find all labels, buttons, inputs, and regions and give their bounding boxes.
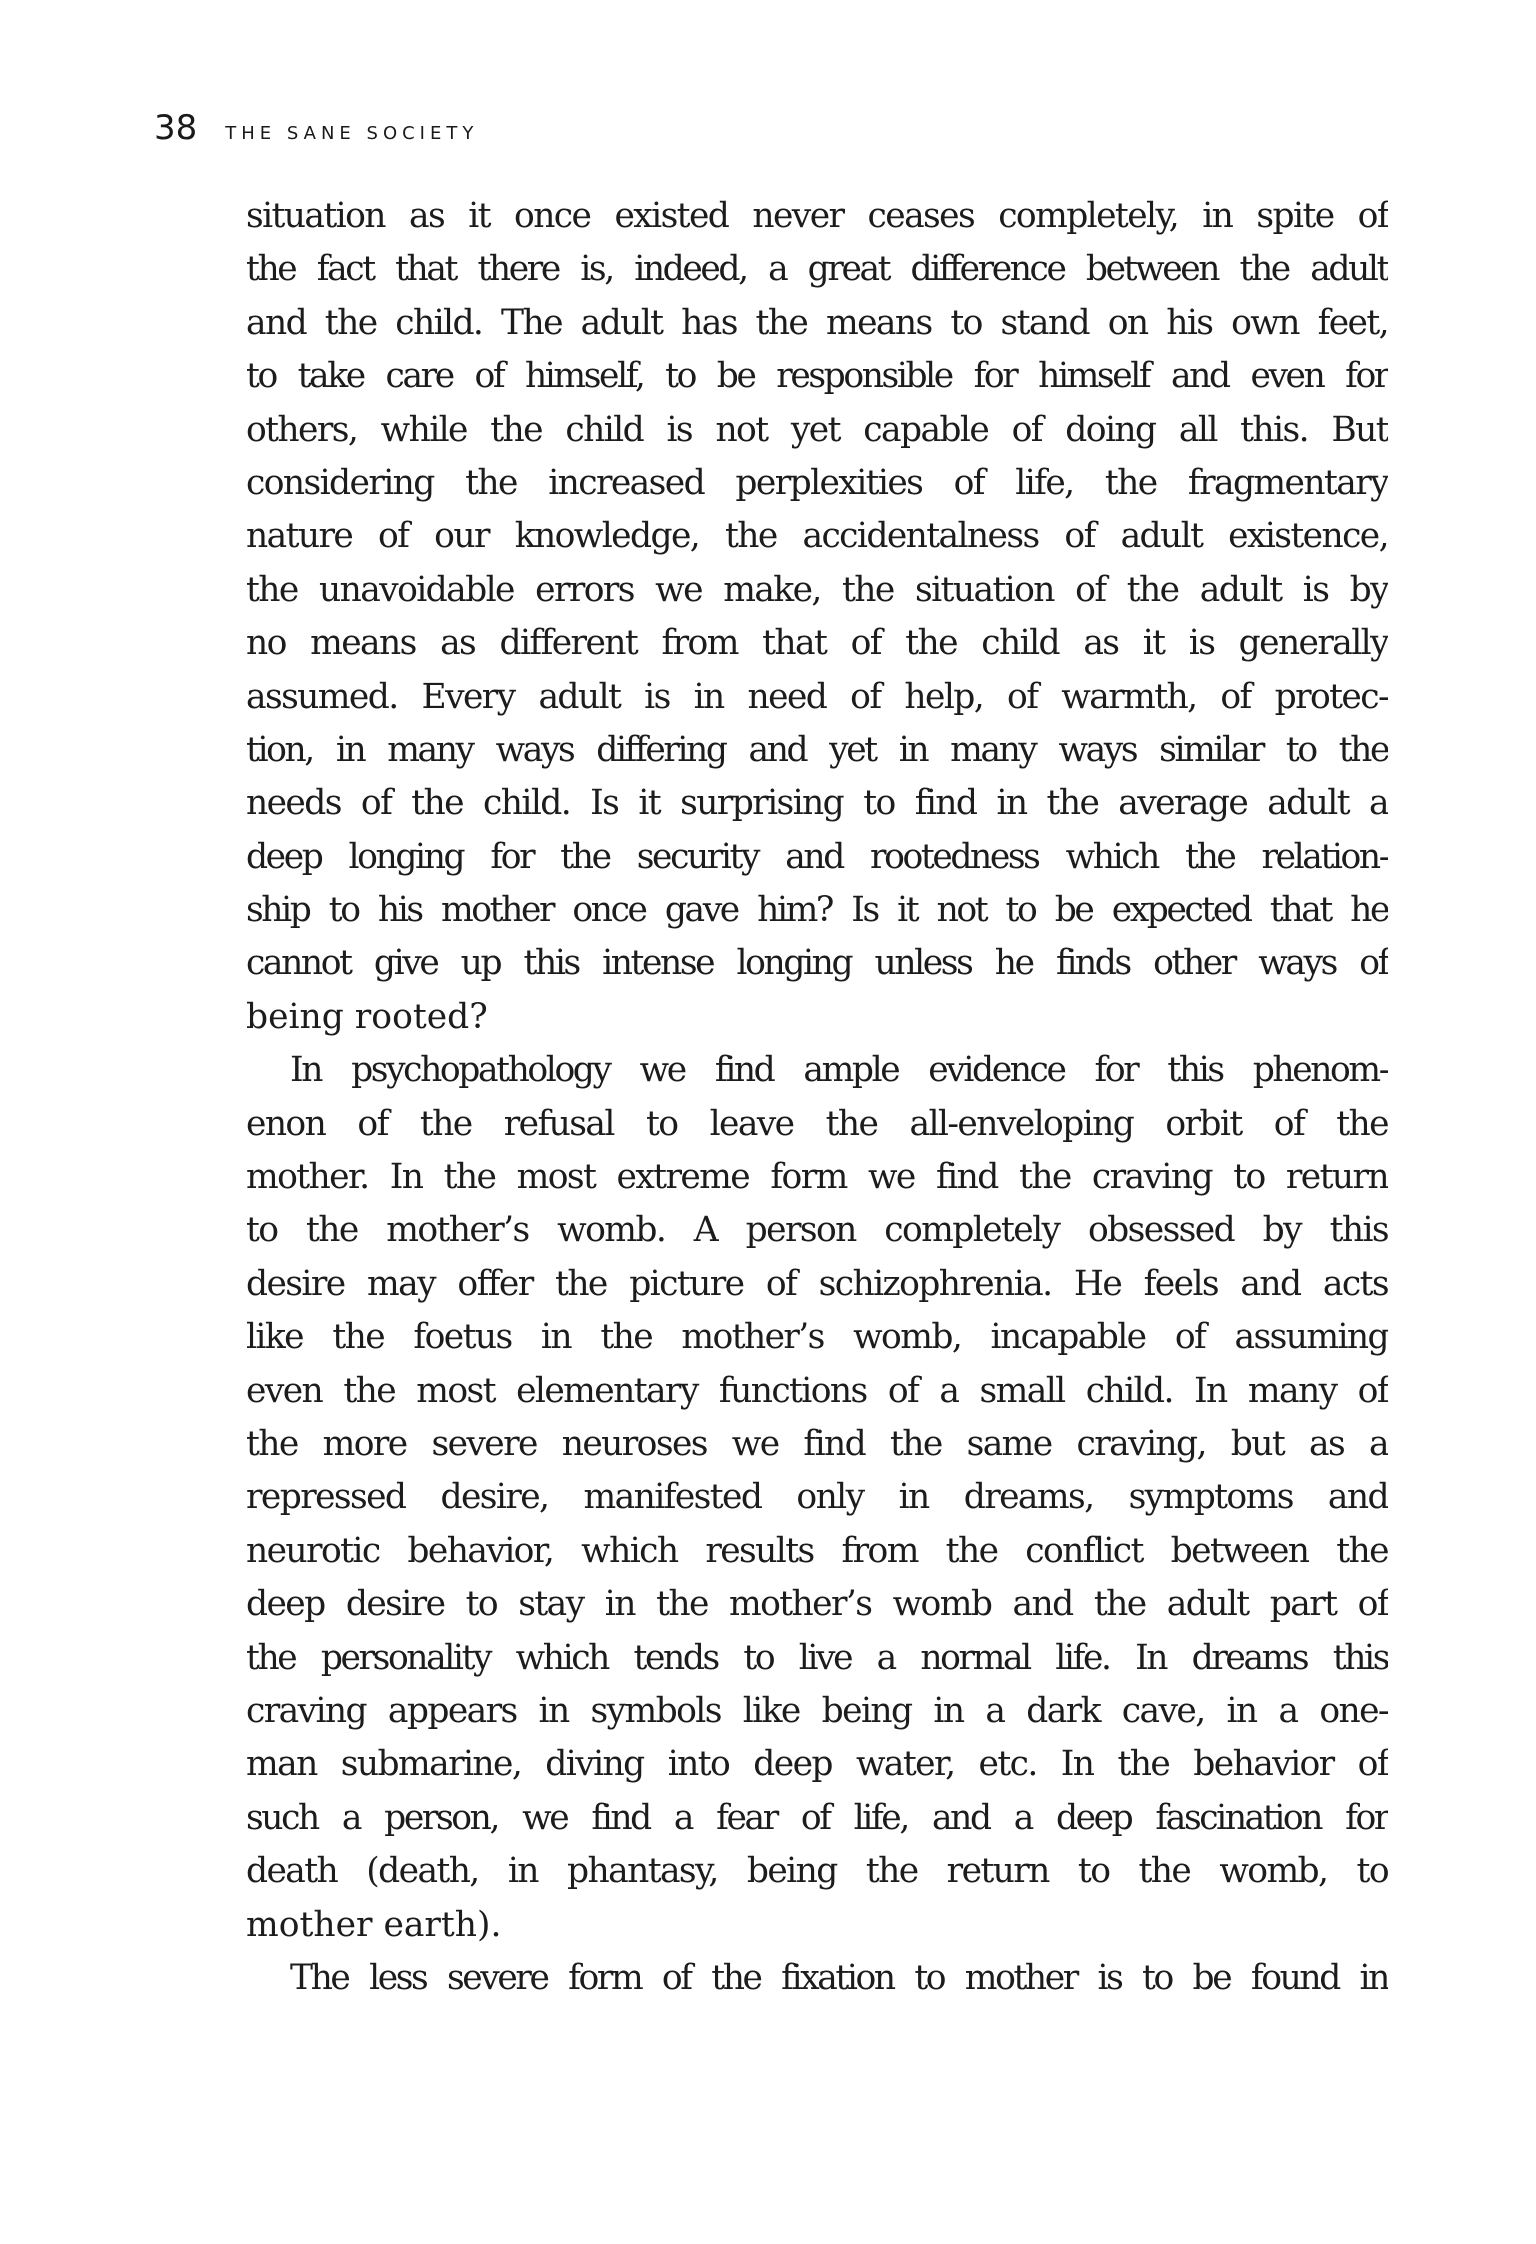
text-line: assumed. Every adult is in need of help, of warmth, of protec- (246, 676, 1388, 717)
text-line: the fact that there is, indeed, a great difference between the adult (246, 249, 1388, 290)
text-line: deep longing for the security and rootedness which the relation- (246, 836, 1388, 877)
text-line: to the mother’s womb. A person completely obsessed by this (246, 1210, 1388, 1251)
text-line: others, while the child is not yet capable of doing all this. But (246, 409, 1388, 450)
body-text (246, 190, 1388, 2005)
page-number: 38 (154, 108, 198, 148)
paragraph-start: In psychopathology we find ample evidence for this phenom- (290, 1050, 1388, 1091)
text-line: craving appears in symbols like being in a dark cave, in a one- (246, 1690, 1388, 1731)
paragraph-start: The less severe form of the fixation to mother is to be found in (290, 1957, 1388, 1998)
text-line: enon of the refusal to leave the all-enveloping orbit of the (246, 1103, 1388, 1144)
text-line: situation as it once existed never ceases completely, in spite of (246, 196, 1388, 236)
text-line: no means as different from that of the child as it is generally (246, 623, 1388, 664)
text-line: such a person, we find a fear of life, and a deep fascination for (246, 1797, 1388, 1838)
text-line: tion, in many ways differing and yet in many ways similar to the (246, 729, 1388, 770)
book-title: THE SANE SOCIETY (225, 123, 479, 144)
text-line: like the foetus in the mother’s womb, incapable of assuming (246, 1317, 1388, 1358)
text-line: nature of our knowledge, the accidentalness of adult existence, (246, 516, 1388, 557)
text-line: death (death, in phantasy, being the return to the womb, to (246, 1851, 1388, 1892)
text-line: and the child. The adult has the means to stand on his own feet, (246, 302, 1388, 343)
text-line: the unavoidable errors we make, the situation of the adult is by (246, 569, 1388, 610)
running-head (154, 108, 478, 156)
text-line: ship to his mother once gave him? Is it not to be expected that he (246, 890, 1388, 931)
text-line: even the most elementary functions of a small child. In many of (246, 1370, 1388, 1411)
text-line: mother. In the most extreme form we find the craving to return (246, 1157, 1388, 1198)
text-line: repressed desire, manifested only in dreams, symptoms and (246, 1477, 1388, 1518)
text-line: considering the increased perplexities of life, the fragmentary (246, 462, 1388, 503)
text-line: cannot give up this intense longing unless he finds other ways of (246, 943, 1388, 984)
text-line: being rooted? (246, 996, 488, 1037)
text-line: the more severe neuroses we find the same craving, but as a (246, 1423, 1388, 1464)
text-line: deep desire to stay in the mother’s womb and the adult part of (246, 1584, 1388, 1625)
text-line: to take care of himself, to be responsible for himself and even for (246, 356, 1388, 397)
text-line: man submarine, diving into deep water, etc. In the behavior of (246, 1744, 1388, 1785)
text-line: mother earth). (246, 1904, 502, 1945)
text-line: desire may offer the picture of schizophrenia. He feels and acts (246, 1263, 1388, 1304)
text-line: needs of the child. Is it surprising to find in the average adult a (246, 783, 1388, 824)
text-line: the personality which tends to live a normal life. In dreams this (246, 1637, 1388, 1678)
text-line: neurotic behavior, which results from the conflict between the (246, 1530, 1388, 1571)
